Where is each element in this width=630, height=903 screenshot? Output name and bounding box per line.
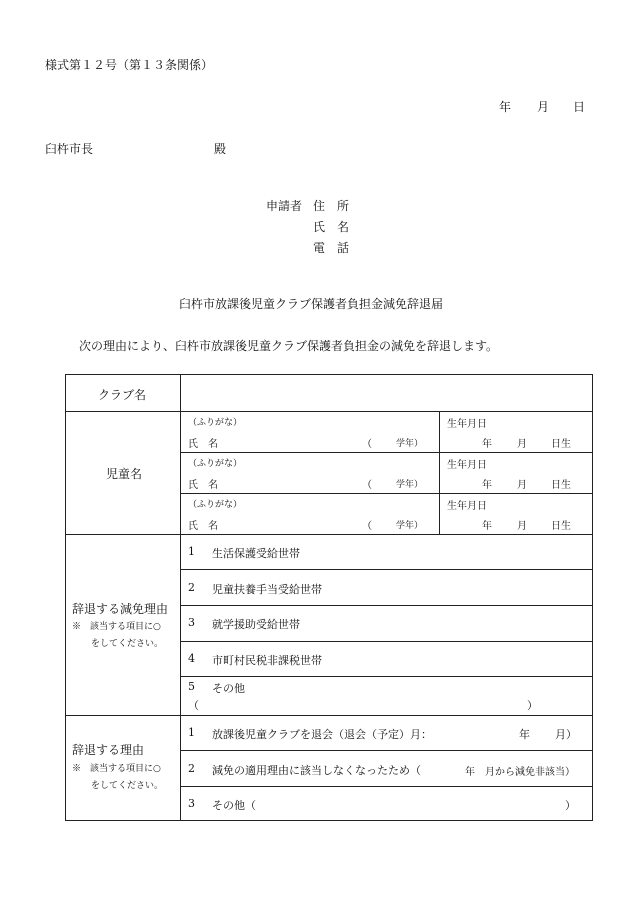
child-dob-label: 生年月日 bbox=[447, 501, 487, 512]
reason-row-divider bbox=[180, 569, 592, 570]
child-row-divider bbox=[180, 452, 592, 453]
form-table bbox=[65, 374, 593, 821]
child-dob-month: 月 bbox=[517, 480, 527, 491]
date-year-label: 年 bbox=[499, 100, 512, 114]
child-name-label: 児童名 bbox=[106, 467, 143, 481]
date-day-label: 日 bbox=[573, 100, 586, 114]
form-number: 様式第１２号（第１３条関係） bbox=[45, 58, 214, 72]
exemption-item-num: 3 bbox=[188, 616, 195, 629]
addressee: 臼杵市長 bbox=[45, 142, 94, 156]
withdraw-item-text[interactable]: その他（ bbox=[212, 799, 256, 812]
child-name-field-label: 氏 名 bbox=[188, 480, 218, 491]
honorific: 殿 bbox=[214, 142, 227, 156]
child-grade-open: （ bbox=[362, 521, 372, 532]
label-column-divider bbox=[180, 375, 181, 820]
child-grade-label: 学年） bbox=[396, 480, 424, 490]
intro-text: 次の理由により、臼杵市放課後児童クラブ保護者負担金の減免を辞退します。 bbox=[79, 339, 499, 353]
child-grade-open: （ bbox=[362, 439, 372, 450]
child-dob-year: 年 bbox=[482, 480, 492, 491]
child-dob-day: 日生 bbox=[551, 480, 571, 491]
withdraw-reason-note: ※ 該当する項目に○ bbox=[72, 764, 161, 774]
child-dob-label: 生年月日 bbox=[447, 460, 487, 471]
exemption-item-text[interactable]: 市町村民税非課税世帯 bbox=[212, 654, 322, 667]
date-month-label: 月 bbox=[537, 100, 550, 114]
child-furigana-label: （ふりがな） bbox=[188, 459, 243, 469]
exemption-reason-label: 辞退する減免理由 bbox=[72, 602, 169, 616]
child-name-field-label: 氏 名 bbox=[188, 521, 218, 532]
exemption-item-text[interactable]: 就学援助受給世帯 bbox=[212, 618, 300, 631]
exemption-other-num: 5 bbox=[188, 680, 195, 693]
exemption-reason-note: ※ 該当する項目に○ bbox=[72, 622, 161, 632]
exemption-item-num: 1 bbox=[188, 545, 195, 558]
dob-column-divider bbox=[439, 411, 440, 534]
withdraw-item-month: 月） bbox=[555, 728, 577, 741]
child-name-field-label: 氏 名 bbox=[188, 439, 218, 450]
withdraw-item-year: 年 bbox=[519, 728, 530, 741]
exemption-reason-note: をしてください。 bbox=[91, 639, 164, 649]
withdraw-item-num: 1 bbox=[188, 726, 195, 739]
withdraw-item-num: 3 bbox=[188, 797, 195, 810]
withdraw-row-divider bbox=[180, 786, 592, 787]
child-dob-year: 年 bbox=[482, 439, 492, 450]
club-name-field[interactable] bbox=[184, 378, 588, 408]
child-grade-open: （ bbox=[362, 480, 372, 491]
child-grade-label: 学年） bbox=[396, 521, 424, 531]
exemption-item-num: 2 bbox=[188, 581, 195, 594]
child-dob-month: 月 bbox=[517, 521, 527, 532]
row-divider bbox=[66, 411, 592, 412]
row-divider bbox=[66, 715, 592, 716]
withdraw-reason-note: をしてください。 bbox=[91, 781, 164, 791]
reason-row-divider bbox=[180, 641, 592, 642]
applicant-address-label: 住 所 bbox=[313, 199, 350, 213]
child-furigana-label: （ふりがな） bbox=[188, 500, 243, 510]
reason-row-divider bbox=[180, 605, 592, 606]
applicant-label: 申請者 bbox=[266, 199, 303, 213]
child-dob-day: 日生 bbox=[551, 521, 571, 532]
withdraw-item-tail: 年 月から減免非該当） bbox=[465, 767, 575, 778]
exemption-other-close: ） bbox=[527, 699, 538, 712]
child-dob-year: 年 bbox=[482, 521, 492, 532]
exemption-other-open: （ bbox=[188, 699, 199, 712]
child-row-divider bbox=[180, 493, 592, 494]
club-name-label: クラブ名 bbox=[98, 388, 147, 402]
withdraw-row-divider bbox=[180, 750, 592, 751]
child-furigana-label: （ふりがな） bbox=[188, 418, 243, 428]
withdraw-item-text[interactable]: 放課後児童クラブを退会（退会（予定）月： bbox=[212, 728, 432, 741]
withdraw-reason-label: 辞退する理由 bbox=[72, 743, 145, 757]
row-divider bbox=[66, 534, 592, 535]
applicant-name-label: 氏 名 bbox=[313, 220, 350, 234]
document-title: 臼杵市放課後児童クラブ保護者負担金減免辞退届 bbox=[179, 297, 444, 311]
child-dob-month: 月 bbox=[517, 439, 527, 450]
child-dob-day: 日生 bbox=[551, 439, 571, 450]
exemption-item-text[interactable]: 児童扶養手当受給世帯 bbox=[212, 583, 322, 596]
exemption-other-text[interactable]: その他 bbox=[212, 682, 245, 695]
withdraw-item-text[interactable]: 減免の適用理由に該当しなくなったため（ bbox=[212, 764, 421, 777]
child-dob-label: 生年月日 bbox=[447, 419, 487, 430]
exemption-item-text[interactable]: 生活保護受給世帯 bbox=[212, 547, 300, 560]
exemption-item-num: 4 bbox=[188, 652, 195, 665]
child-grade-label: 学年） bbox=[396, 439, 424, 449]
reason-row-divider bbox=[180, 676, 592, 677]
withdraw-item-num: 2 bbox=[188, 762, 195, 775]
withdraw-item-close: ） bbox=[565, 799, 576, 812]
applicant-phone-label: 電 話 bbox=[313, 241, 350, 255]
